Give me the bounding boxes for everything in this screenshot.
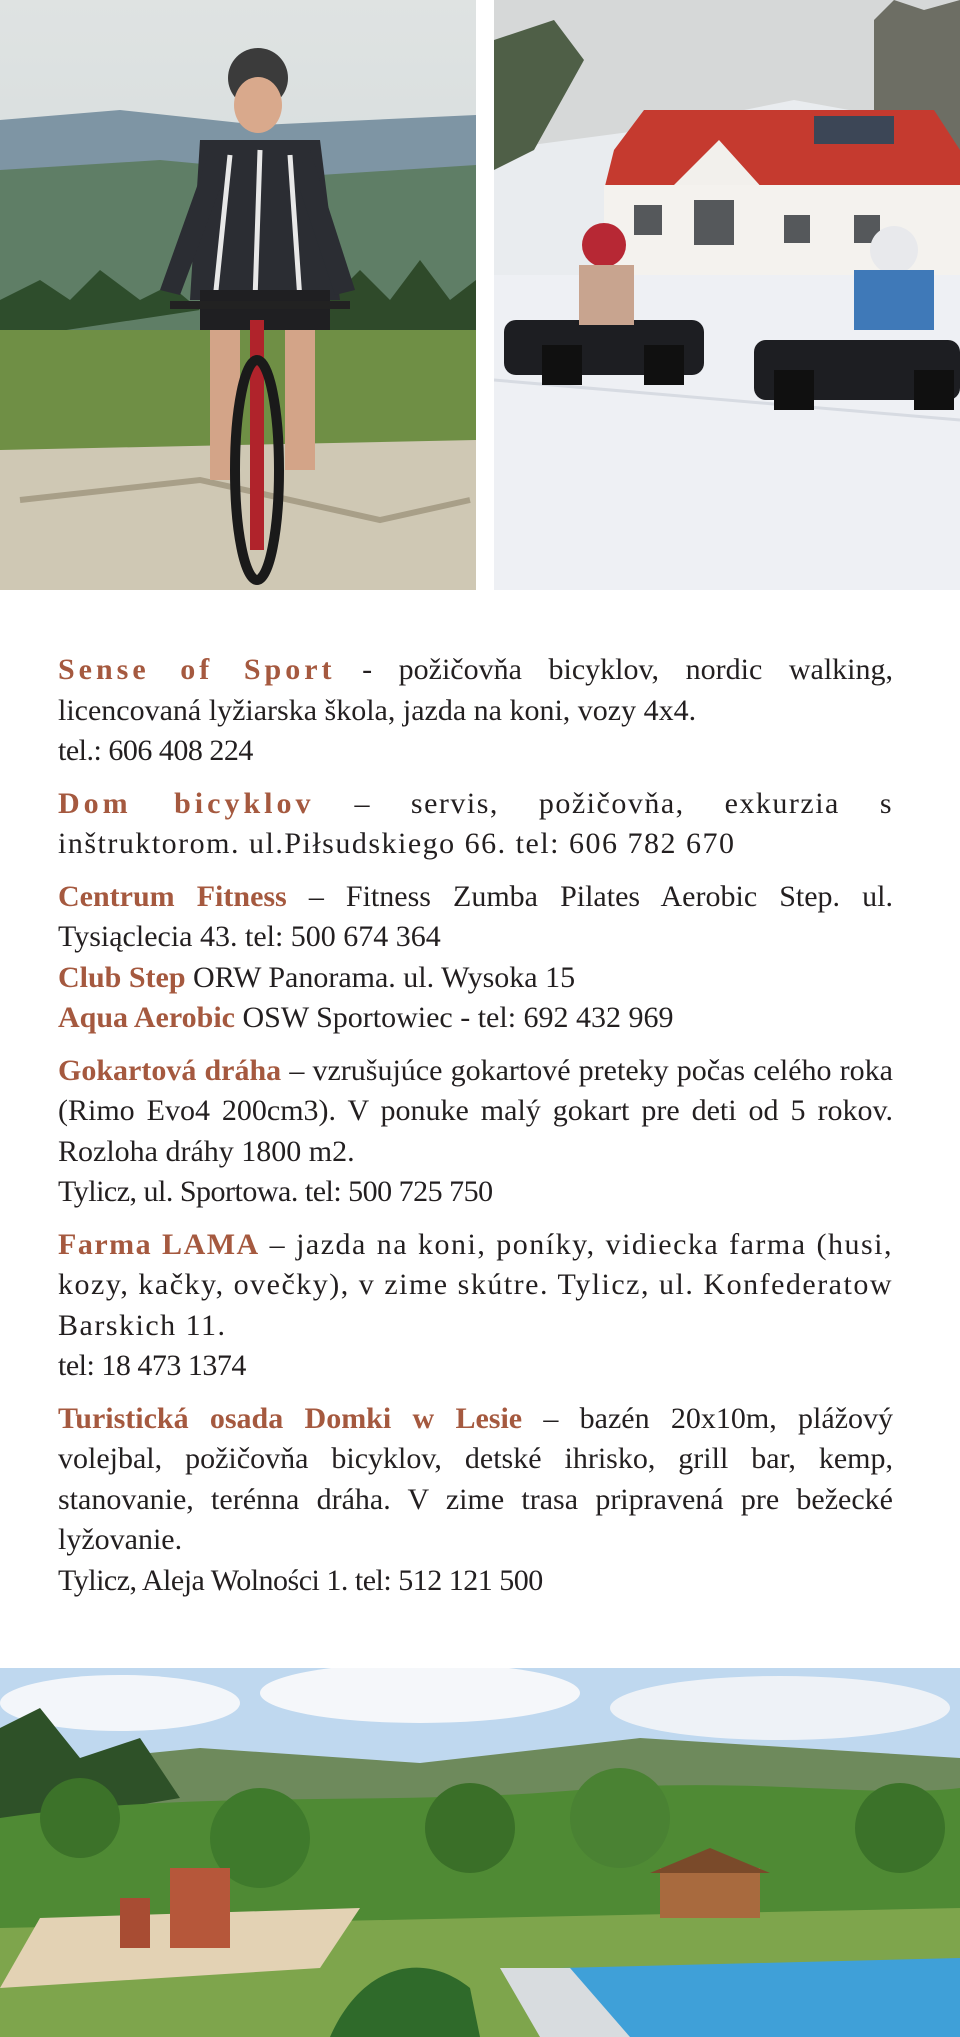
entry-contact: tel: 18 473 1374 [58,1349,246,1382]
entry-description: – Fitness Zumba Pilates Aerobic Step. ul. Tysiąclecia 43. tel: 500 674 364 [58,879,893,953]
entry-description: – servis, požičovňa, exkurzia s inštruktorom. ul.Piłsudskiego 66. tel: 606 782 670 [58,786,894,860]
photo-resort [0,1668,960,2037]
entry-farma-lama [58,1225,893,1387]
photo-karts [494,0,960,590]
entry-description: – bazén 20x10m, plážový volejbal, požičovňa bicyklov, detské ihrisko, grill bar, kemp, stanovanie, terénna dráha. V zime trasa pripravená pre bežecké lyžovanie. [58,1401,893,1556]
entry-name: Gokartová dráha [58,1053,282,1087]
entry-gokartova-draha [58,1051,893,1213]
entry-name: Turistická osada Domki w Lesie [58,1401,523,1435]
entry-club-step [58,958,893,999]
entry-name: Aqua Aerobic [58,1001,235,1034]
entry-sense-of-sport [58,650,893,772]
entry-description: – vzrušujúce gokartové preteky počas celého roka (Rimo Evo4 200cm3). V ponuke malý gokart pre deti od 5 rokov. Rozloha dráhy 1800 m2. [58,1053,893,1168]
entry-contact: Tylicz, Aleja Wolności 1. tel: 512 121 500 [58,1563,543,1597]
entry-name: Dom bicyklov [58,786,315,820]
entry-description: ORW Panorama. ul. Wysoka 15 [185,960,576,994]
entry-dom-bicyklov [58,784,893,865]
entry-name: Centrum Fitness [58,879,287,913]
entry-contact: tel.: 606 408 224 [58,734,253,767]
photo-cyclist [0,0,476,590]
activities-list [58,650,893,1613]
entry-centrum-fitness [58,877,893,958]
entry-name: Sense of Sport [58,653,336,686]
entry-description: - požičovňa bicyklov, nordic walking, licencovaná lyžiarska škola, jazda na koni, vozy 4x4. [58,653,893,727]
entry-contact: Tylicz, ul. Sportowa. tel: 500 725 750 [58,1175,493,1208]
entry-domki-w-lesie [58,1399,893,1602]
entry-description: – jazda na koni, poníky, vidiecka farma (husi, kozy, kačky, ovečky), v zime skútre. Tylicz, ul. Konfederatow Barskich 11. [58,1227,893,1342]
entry-name: Club Step [58,960,186,994]
entry-aqua-aerobic [58,998,893,1039]
entry-description: OSW Sportowiec - tel: 692 432 969 [234,1001,674,1034]
entry-name: Farma LAMA [58,1227,260,1261]
